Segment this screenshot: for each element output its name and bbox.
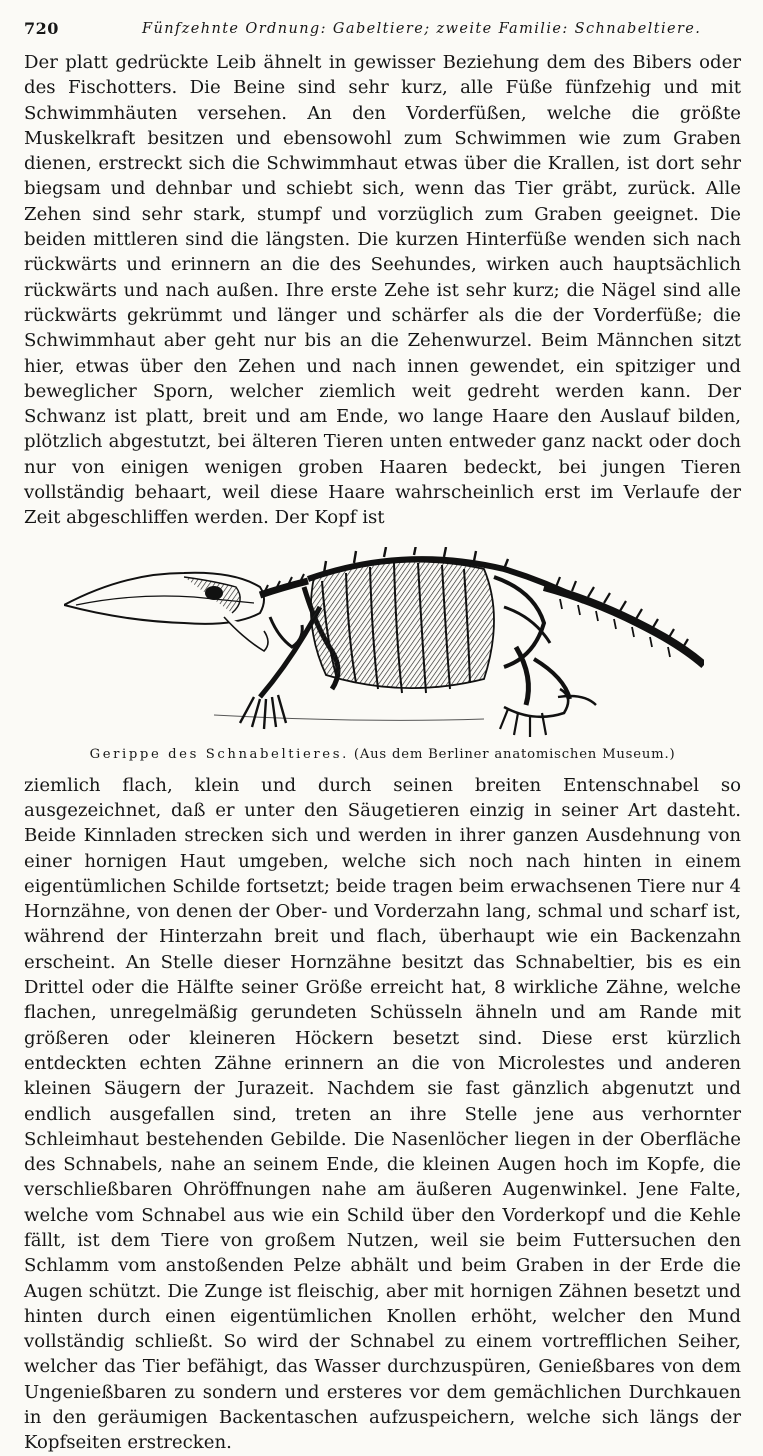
platypus-skeleton-illustration: [64, 547, 704, 743]
page-header: [24, 16, 741, 42]
paragraph-body-upper: Der platt gedrückte Leib ähnelt in gewisser Beziehung dem des Bibers oder des Fischotters. Die Beine sind sehr kurz, alle Füße fünfzehig und mit Schwimmhäuten versehen. An den Vorderfüßen, welche die größte Muskelkraft besitzen und ebensowohl zum Schwimmen wie zum Graben dienen, erstreckt sich die Schwimmhaut etwas über die Krallen, ist dort sehr biegsam und dehnbar und schiebt sich, wenn das Tier gräbt, zurück. Alle Zehen sind sehr stark, stumpf und vorzüglich zum Graben geeignet. Die beiden mittleren sind die längsten. Die kurzen Hinterfüße wenden sich nach rückwärts und erinnern an die des Seehundes, wirken auch hauptsächlich rückwärts und nach außen. Ihre erste Zehe ist sehr kurz; die Nägel sind alle rückwärts gekrümmt und länger und schärfer als die der Vorderfüße; die Schwimmhaut aber geht nur bis an die Zehenwurzel. Beim Männchen sitzt hier, etwas über den Zehen und nach innen gewendet, ein spitziger und beweglicher Sporn, welcher ziemlich weit gedreht werden kann. Der Schwanz ist platt, breit und am Ende, wo lange Haare den Auslauf bilden, plötzlich abgestutzt, bei älteren Tieren unten entweder ganz nackt oder doch nur von einigen wenigen groben Haaren bedeckt, bei jungen Tieren vollständig behaart, weil diese Haare wahrscheinlich erst im Verlaufe der Zeit abgeschliffen werden. Der Kopf ist: [24, 52, 741, 529]
figure-caption: [24, 746, 741, 764]
figure-platypus-skeleton: [24, 537, 741, 773]
running-title: Fünfzehnte Ordnung: Gabeltiere; zweite Familie: Schnabeltiere.: [142, 21, 702, 37]
page-number: 720: [24, 19, 59, 38]
paragraph-body-lower: ziemlich flach, klein und durch seinen breiten Entenschnabel so ausgezeichnet, daß er unter den Säugetieren einzig in seiner Art dasteht. Beide Kinnladen strecken sich und werden in ihrer ganzen Ausdehnung von einer hornigen Haut umgeben, welche sich noch nach hinten in einem eigentümlichen Schilde fortsetzt; beide tragen beim erwachsenen Tiere nur 4 Hornzähne, von denen der Ober- und Vorderzahn lang, schmal und scharf ist, während der Hinterzahn breit und flach, überhaupt wie ein Backenzahn erscheint. An Stelle dieser Hornzähne besitzt das Schnabeltier, bis es ein Drittel oder die Hälfte seiner Größe erreicht hat, 8 wirkliche Zähne, welche flachen, unregelmäßig gerundeten Schüsseln ähneln und am Rande mit größeren oder kleineren Höckern besetzt sind. Diese erst kürzlich entdeckten echten Zähne erinnern an die von Microlestes und anderen kleinen Säugern der Jurazeit. Nachdem sie fast gänzlich abgenutzt und endlich ausgefallen sind, treten an ihre Stelle jene aus verhornter Schleimhaut bestehenden Gebilde. Die Nasenlöcher liegen in der Oberfläche des Schnabels, nahe an seinem Ende, die kleinen Augen hoch im Kopfe, die verschließbaren Ohröffnungen nahe am äußeren Augenwinkel. Jene Falte, welche vom Schnabel aus wie ein Schild über den Vorderkopf und die Kehle fällt, ist dem Tiere von großem Nutzen, weil sie beim Futtersuchen den Schlamm vom anstoßenden Pelze abhält und beim Graben in der Erde die Augen schützt. Die Zunge ist fleischig, aber mit hornigen Zähnen besetzt und hinten durch einen eigentümlichen Knollen erhöht, welcher den Mund vollständig schließt. So wird der Schnabel zu einem vortrefflichen Seiher, welcher das Tier befähigt, das Wasser durchzuspüren, Genießbares von dem Ungenießbaren zu sondern und ersteres vor dem gemächlichen Durchkauen in den geräumigen Backentaschen aufzuspeichern, welche sich längs der Kopfseiten erstrecken.: [24, 774, 741, 1454]
caption-title: Gerippe des Schnabeltieres.: [89, 746, 349, 762]
book-page: [24, 16, 741, 1454]
caption-source: (Aus dem Berliner anatomischen Museum.): [353, 746, 676, 762]
